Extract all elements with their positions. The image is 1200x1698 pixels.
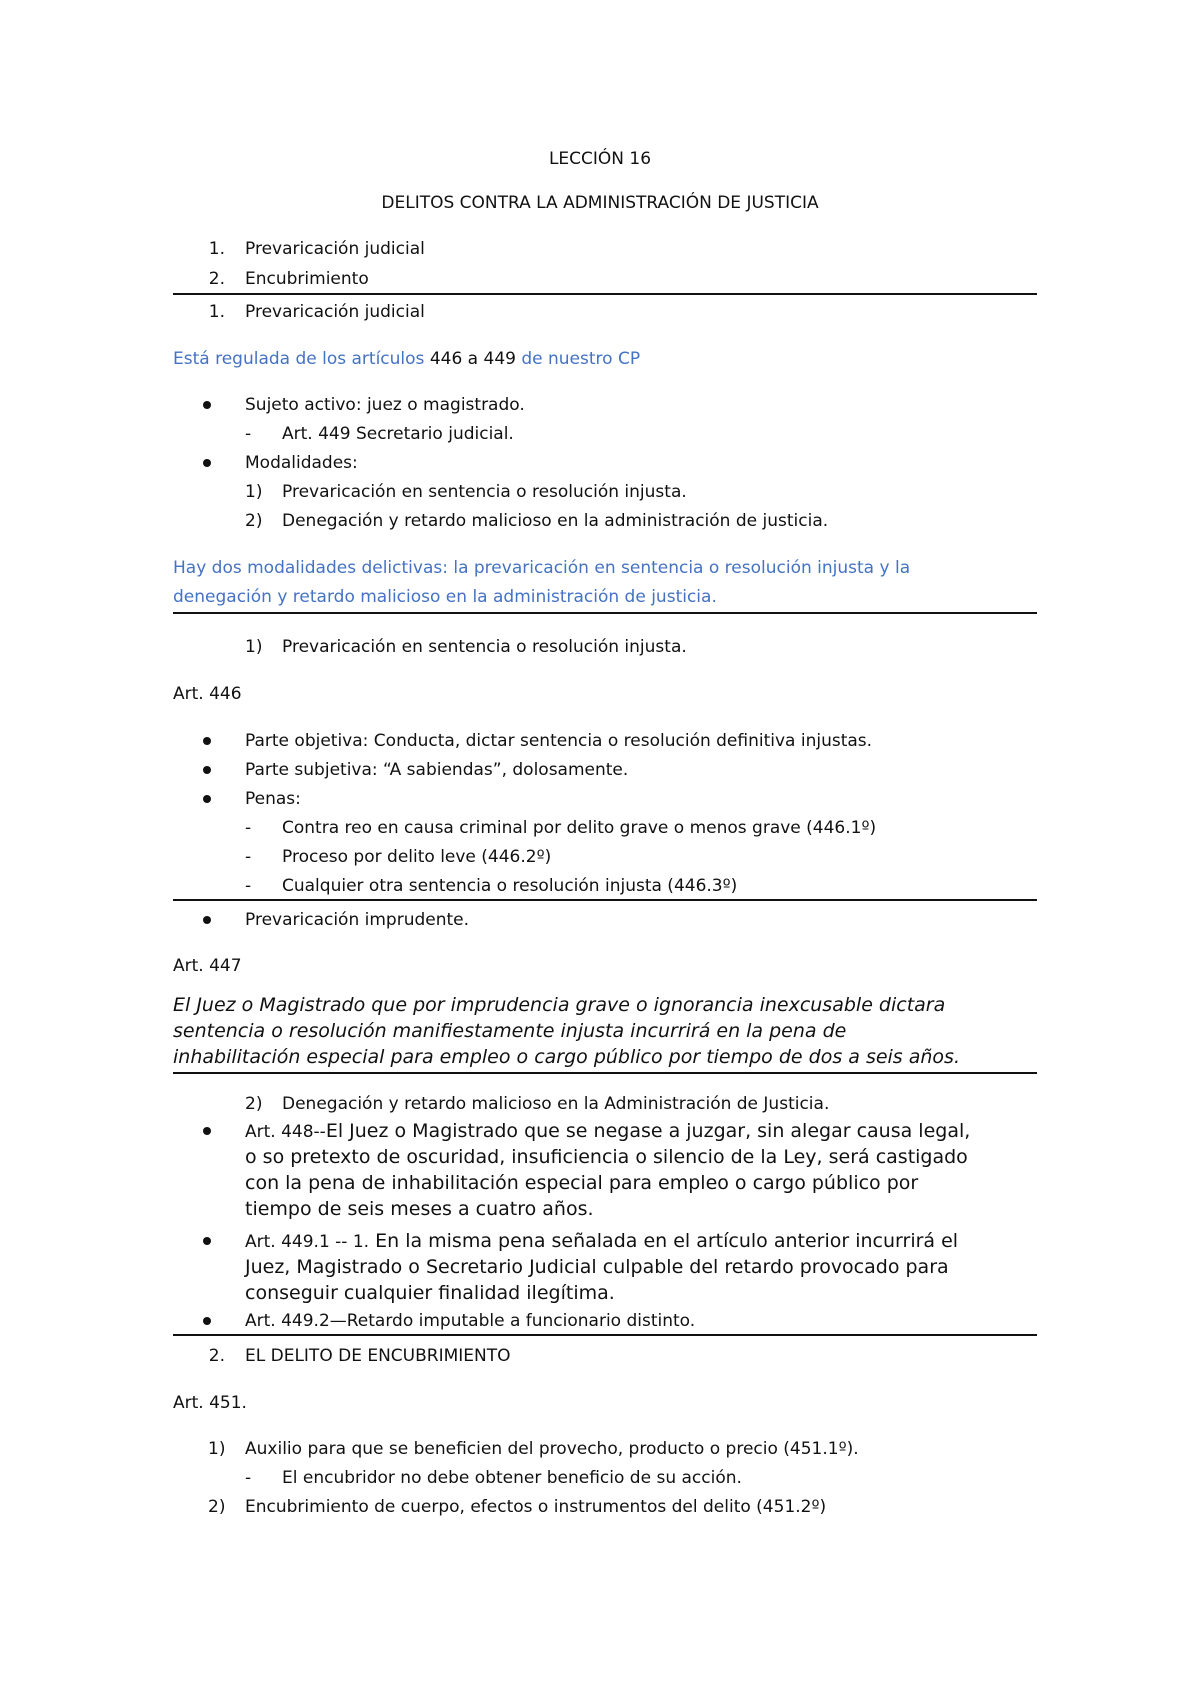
encub-item1-sub: El encubridor no debe obtener beneficio de su acción. xyxy=(282,1468,742,1488)
divider xyxy=(173,612,1037,614)
parte-objetiva: Parte objetiva: Conducta, dictar sentencia o resolución definitiva injustas. xyxy=(245,731,873,751)
section1-heading: Prevaricación judicial xyxy=(245,302,425,322)
bullet-icon xyxy=(203,1127,211,1135)
art448-text-1: El Juez o Magistrado que se negase a juzgar, sin alegar causa legal, xyxy=(325,1120,971,1142)
divider xyxy=(173,1334,1037,1336)
pena-2: Proceso por delito leve (446.2º) xyxy=(282,847,552,867)
intro-text-c: de nuestro CP xyxy=(515,349,641,369)
encub-item1: Auxilio para que se beneficien del provecho, producto o precio (451.1º). xyxy=(245,1439,859,1459)
art448-separator: -- xyxy=(313,1122,326,1142)
section2-num: 2. xyxy=(208,1346,225,1366)
index-num-2: 2. xyxy=(208,269,225,289)
sub1-heading: Prevaricación en sentencia o resolución injusta. xyxy=(282,637,687,657)
divider xyxy=(173,293,1037,295)
index-item-1: Prevaricación judicial xyxy=(245,239,425,259)
bullet-icon xyxy=(203,401,211,409)
art448-line-1 xyxy=(245,1118,970,1145)
bullet-icon xyxy=(203,795,211,803)
divider xyxy=(173,1072,1037,1074)
section1-num: 1. xyxy=(208,302,225,322)
prevaricacion-imprudente: Prevaricación imprudente. xyxy=(245,910,470,930)
section1-intro xyxy=(173,348,640,370)
art448-line-2: o so pretexto de oscuridad, insuficiencia o silencio de la Ley, será castigado xyxy=(245,1146,968,1168)
bullet-icon xyxy=(203,916,211,924)
bullet-icon xyxy=(203,1237,211,1245)
art4491-line-3: conseguir cualquier finalidad ilegítima. xyxy=(245,1282,615,1304)
pena-3: Cualquier otra sentencia o resolución injusta (446.3º) xyxy=(282,876,738,896)
bullet-icon xyxy=(203,766,211,774)
mod2: Denegación y retardo malicioso en la administración de justicia. xyxy=(282,511,829,531)
art4491-line-2: Juez, Magistrado o Secretario Judicial culpable del retardo provocado para xyxy=(245,1256,949,1278)
sub2-num: 2) xyxy=(245,1094,263,1114)
art447-quote-1: El Juez o Magistrado que por imprudencia grave o ignorancia inexcusable dictara xyxy=(173,994,946,1016)
modalidades: Modalidades: xyxy=(245,453,358,473)
index-num-1: 1. xyxy=(208,239,225,259)
encub-item2-num: 2) xyxy=(208,1497,226,1517)
pena-1: Contra reo en causa criminal por delito grave o menos grave (446.1º) xyxy=(282,818,877,838)
art4491-label: Art. 449.1 -- 1. xyxy=(245,1232,370,1252)
art447-quote-3: inhabilitación especial para empleo o cargo público por tiempo de dos a seis años. xyxy=(173,1046,960,1068)
penas: Penas: xyxy=(245,789,301,809)
mod1-num: 1) xyxy=(245,482,263,502)
note-line-2: denegación y retardo malicioso en la administración de justicia. xyxy=(173,587,717,607)
sujeto-sub: Art. 449 Secretario judicial. xyxy=(282,424,514,444)
art4491-text-1: En la misma pena señalada en el artículo anterior incurrirá el xyxy=(369,1230,959,1252)
art448-line-3: con la pena de inhabilitación especial para empleo o cargo público por xyxy=(245,1172,919,1194)
encub-item2: Encubrimiento de cuerpo, efectos o instrumentos del delito (451.2º) xyxy=(245,1497,827,1517)
art4491-line-1 xyxy=(245,1228,958,1255)
mod2-num: 2) xyxy=(245,511,263,531)
index-item-2: Encubrimiento xyxy=(245,269,369,289)
art448-line-4: tiempo de seis meses a cuatro años. xyxy=(245,1198,594,1220)
intro-text-a: Está regulada de los artículos xyxy=(173,349,430,369)
dash-icon: - xyxy=(245,424,252,444)
sub2-heading: Denegación y retardo malicioso en la Administración de Justicia. xyxy=(282,1094,830,1114)
dash-icon: - xyxy=(245,818,252,838)
divider xyxy=(173,899,1037,901)
page-title: LECCIÓN 16 xyxy=(548,149,652,169)
art-451: Art. 451. xyxy=(173,1393,247,1413)
dash-icon: - xyxy=(245,1468,252,1488)
sub1-num: 1) xyxy=(245,637,263,657)
art447-quote-2: sentencia o resolución manifiestamente injusta incurrirá en la pena de xyxy=(173,1020,847,1042)
art448-label: Art. 448 xyxy=(245,1122,314,1142)
mod1: Prevaricación en sentencia o resolución injusta. xyxy=(282,482,687,502)
bullet-icon xyxy=(203,459,211,467)
encub-item1-num: 1) xyxy=(208,1439,226,1459)
page-subtitle: DELITOS CONTRA LA ADMINISTRACIÓN DE JUSTICIA xyxy=(381,193,819,213)
note-line-1: Hay dos modalidades delictivas: la prevaricación en sentencia o resolución injusta y la xyxy=(173,558,911,578)
dash-icon: - xyxy=(245,847,252,867)
parte-subjetiva: Parte subjetiva: “A sabiendas”, dolosamente. xyxy=(245,760,629,780)
bullet-icon xyxy=(203,1317,211,1325)
intro-articles: 446 a 449 xyxy=(429,349,516,369)
dash-icon: - xyxy=(245,876,252,896)
sujeto-activo: Sujeto activo: juez o magistrado. xyxy=(245,395,525,415)
section2-heading: EL DELITO DE ENCUBRIMIENTO xyxy=(245,1346,511,1366)
bullet-icon xyxy=(203,737,211,745)
art-446: Art. 446 xyxy=(173,684,242,704)
art4492: Art. 449.2—Retardo imputable a funcionario distinto. xyxy=(245,1311,696,1331)
art-447: Art. 447 xyxy=(173,956,242,976)
